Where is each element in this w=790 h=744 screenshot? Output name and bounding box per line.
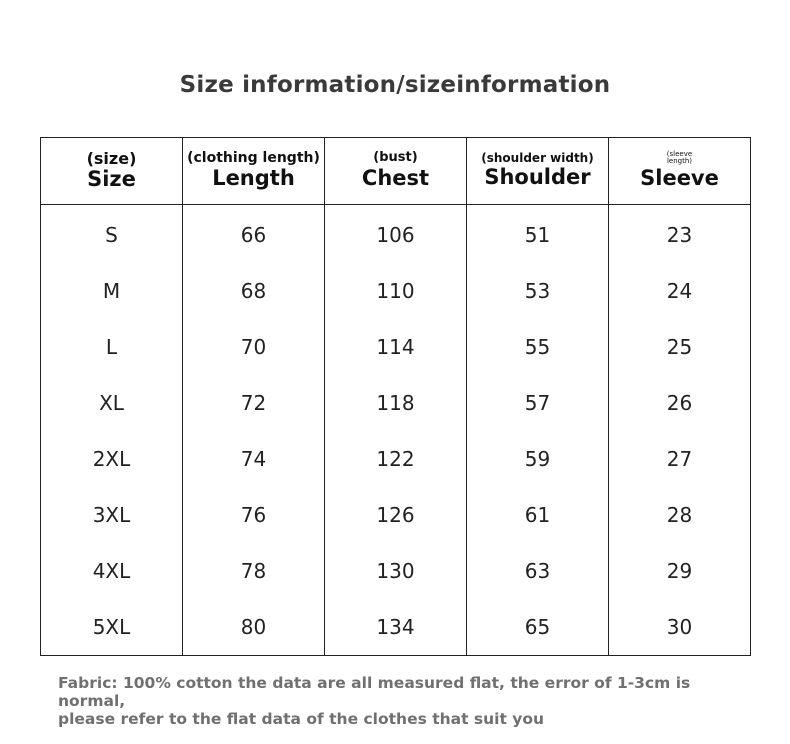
cell-sleeve: 23 xyxy=(609,205,751,264)
table-row xyxy=(41,487,751,543)
cell-sleeve: 28 xyxy=(609,487,751,543)
header-sleeve-sub: (sleeve length) xyxy=(666,150,693,166)
cell-chest: 106 xyxy=(325,205,467,264)
table-row xyxy=(41,599,751,656)
cell-length: 70 xyxy=(183,319,325,375)
cell-shoulder: 53 xyxy=(467,263,609,319)
cell-chest: 118 xyxy=(325,375,467,431)
fabric-note-line-1: Fabric: 100% cotton the data are all measured flat, the error of 1-3cm is normal, xyxy=(58,674,691,710)
cell-length: 76 xyxy=(183,487,325,543)
table-row xyxy=(41,431,751,487)
cell-size: S xyxy=(41,205,183,264)
cell-shoulder: 57 xyxy=(467,375,609,431)
fabric-note-line-2: please refer to the flat data of the clothes that suit you xyxy=(58,710,545,728)
cell-length: 72 xyxy=(183,375,325,431)
header-shoulder-sub: (shoulder width) xyxy=(481,150,594,165)
cell-chest: 134 xyxy=(325,599,467,656)
cell-chest: 114 xyxy=(325,319,467,375)
cell-size: 4XL xyxy=(41,543,183,599)
header-length-sub: (clothing length) xyxy=(187,149,320,166)
header-chest-main: Chest xyxy=(361,165,430,190)
header-length-main: Length xyxy=(212,166,295,191)
cell-size: XL xyxy=(41,375,183,431)
header-sleeve xyxy=(609,138,751,205)
cell-sleeve: 27 xyxy=(609,431,751,487)
cell-shoulder: 63 xyxy=(467,543,609,599)
table-row xyxy=(41,263,751,319)
cell-size: 2XL xyxy=(41,431,183,487)
cell-size: 3XL xyxy=(41,487,183,543)
cell-size: M xyxy=(41,263,183,319)
cell-sleeve: 24 xyxy=(609,263,751,319)
header-shoulder-main: Shoulder xyxy=(484,165,591,189)
cell-length: 74 xyxy=(183,431,325,487)
table-header xyxy=(41,138,751,205)
cell-length: 78 xyxy=(183,543,325,599)
header-chest xyxy=(325,138,467,205)
cell-size: L xyxy=(41,319,183,375)
cell-shoulder: 65 xyxy=(467,599,609,656)
page-title: Size information/sizeinformation xyxy=(179,72,611,98)
header-size-main: Size xyxy=(87,167,136,192)
cell-shoulder: 55 xyxy=(467,319,609,375)
header-sleeve-main: Sleeve xyxy=(640,165,719,190)
table-row xyxy=(41,205,751,264)
cell-chest: 130 xyxy=(325,543,467,599)
cell-length: 80 xyxy=(183,599,325,656)
header-size-sub: (size) xyxy=(86,148,137,168)
cell-sleeve: 29 xyxy=(609,543,751,599)
cell-shoulder: 61 xyxy=(467,487,609,543)
table-row xyxy=(41,319,751,375)
header-size xyxy=(41,138,183,205)
cell-size: 5XL xyxy=(41,599,183,656)
cell-sleeve: 25 xyxy=(609,319,751,375)
table-row xyxy=(41,375,751,431)
header-row xyxy=(41,138,751,205)
cell-length: 68 xyxy=(183,263,325,319)
cell-shoulder: 51 xyxy=(467,205,609,264)
cell-chest: 110 xyxy=(325,263,467,319)
fabric-note xyxy=(58,674,758,728)
cell-length: 66 xyxy=(183,205,325,264)
table-row xyxy=(41,543,751,599)
cell-chest: 126 xyxy=(325,487,467,543)
size-table xyxy=(40,137,751,656)
header-shoulder xyxy=(467,138,609,205)
header-chest-sub: (bust) xyxy=(373,150,418,166)
cell-chest: 122 xyxy=(325,431,467,487)
cell-sleeve: 26 xyxy=(609,375,751,431)
cell-sleeve: 30 xyxy=(609,599,751,656)
header-length xyxy=(183,138,325,205)
table-body xyxy=(41,205,751,656)
cell-shoulder: 59 xyxy=(467,431,609,487)
